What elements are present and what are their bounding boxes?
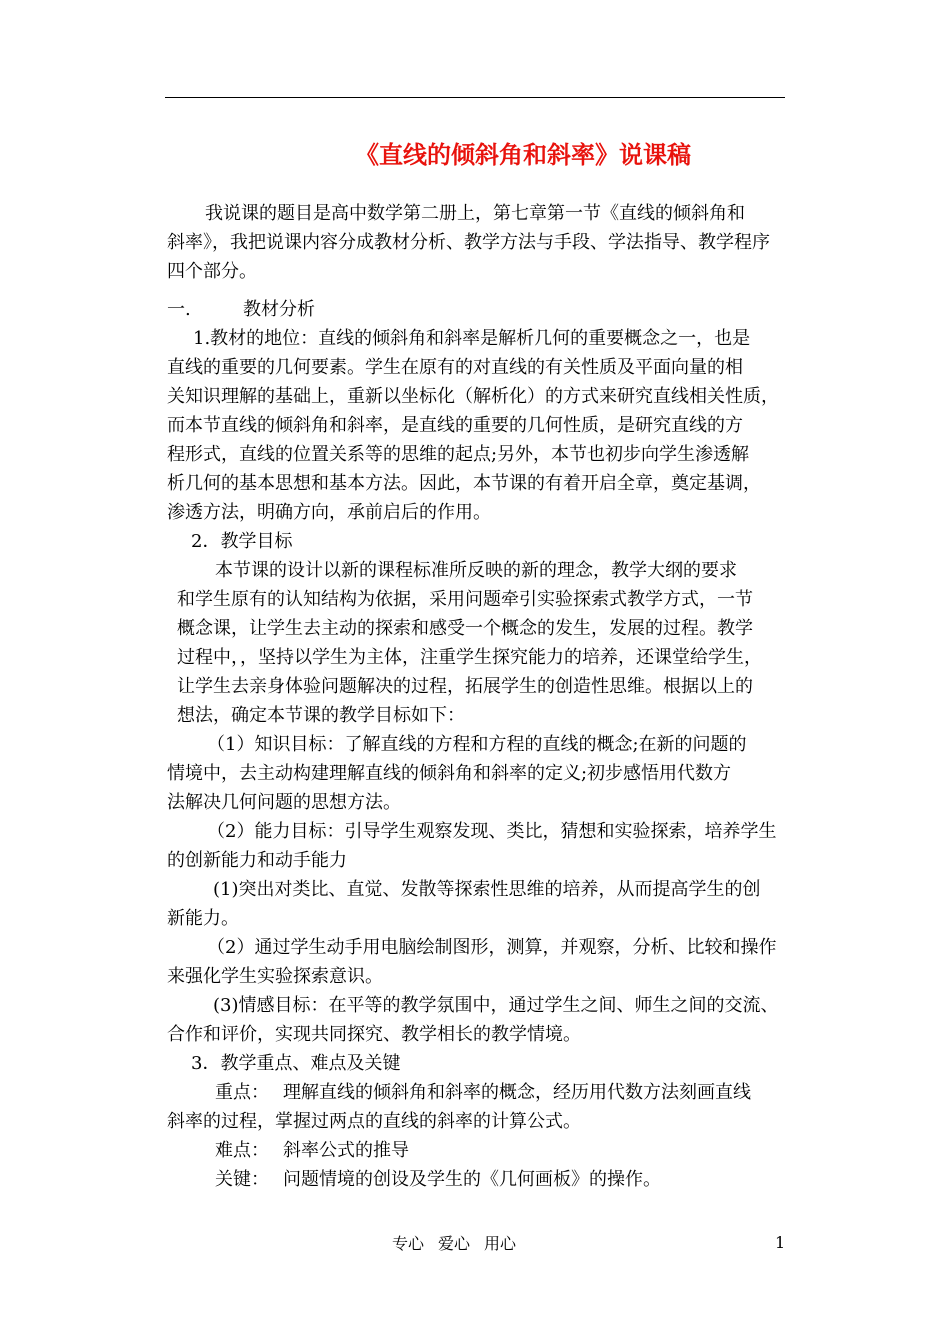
paragraph-line: 本节课的设计以新的课程标准所反映的新的理念，教学大纲的要求	[215, 560, 737, 581]
paragraph-line: (1)突出对类比、直觉、发散等探索性思维的培养，从而提高学生的创	[213, 879, 761, 900]
key-point-text: 斜率的过程，掌握过两点的直线的斜率的计算公式。	[167, 1111, 581, 1132]
footer-slogan	[392, 1231, 530, 1254]
subsection-heading: 3．教学重点、难点及关键	[191, 1053, 401, 1074]
paragraph-line: 1.教材的地位：直线的倾斜角和斜率是解析几何的重要概念之一，也是	[193, 328, 751, 349]
paragraph-line: 程形式，直线的位置关系等的思维的起点;另外，本节也初步向学生渗透解	[167, 444, 750, 465]
intro-line-3: 四个部分。	[167, 261, 257, 282]
paragraph-line: 来强化学生实验探索意识。	[167, 966, 383, 987]
paragraph-line: 关知识理解的基础上，重新以坐标化（解析化）的方式来研究直线相关性质，	[167, 386, 779, 407]
paragraph-line: 的创新能力和动手能力	[167, 850, 347, 871]
paragraph-line: 而本节直线的倾斜角和斜率，是直线的重要的几何性质，是研究直线的方	[167, 415, 743, 436]
paragraph-line: （2）能力目标：引导学生观察发现、类比，猜想和实验探索，培养学生	[207, 821, 777, 842]
paragraph-line: 和学生原有的认知结构为依据，采用问题牵引实验探索式教学方式，一节	[177, 589, 753, 610]
section-1-number: 一.	[167, 299, 191, 320]
footer-slogan-part: 专心	[392, 1234, 425, 1253]
footer-slogan-part: 爱心	[438, 1234, 471, 1253]
paragraph-line: 直线的重要的几何要素。学生在原有的对直线的有关性质及平面向量的相	[167, 357, 743, 378]
paragraph-line: 合作和评价，实现共同探究、教学相长的教学情境。	[167, 1024, 581, 1045]
paragraph-line: 情境中，去主动构建理解直线的倾斜角和斜率的定义;初步感悟用代数方	[167, 763, 732, 784]
key-point-text: 理解直线的倾斜角和斜率的概念，经历用代数方法刻画直线	[283, 1082, 751, 1103]
key-text: 问题情境的创设及学生的《几何画板》的操作。	[283, 1169, 661, 1190]
paragraph-line: 让学生去亲身体验问题解决的过程，拓展学生的创造性思维。根据以上的	[177, 676, 753, 697]
footer-slogan-part: 用心	[484, 1234, 517, 1253]
key-point-label: 重点：	[215, 1082, 269, 1103]
document-title: 《直线的倾斜角和斜率》说课稿	[355, 140, 691, 169]
page-number: 1	[775, 1233, 786, 1252]
header-rule	[165, 97, 785, 98]
intro-line-2: 斜率》，我把说课内容分成教材分析、教学方法与手段、学法指导、教学程序	[167, 232, 770, 253]
difficulty-text: 斜率公式的推导	[283, 1140, 409, 1161]
paragraph-line: （2）通过学生动手用电脑绘制图形，测算，并观察，分析、比较和操作	[207, 937, 777, 958]
subsection-heading: 2．教学目标	[191, 531, 293, 552]
paragraph-line: 渗透方法，明确方向，承前启后的作用。	[167, 502, 491, 523]
paragraph-line: （1）知识目标：了解直线的方程和方程的直线的概念;在新的问题的	[207, 734, 747, 755]
paragraph-line: 概念课，让学生去主动的探索和感受一个概念的发生，发展的过程。教学	[177, 618, 753, 639]
paragraph-line: 想法，确定本节课的教学目标如下：	[177, 705, 465, 726]
difficulty-label: 难点：	[215, 1140, 269, 1161]
paragraph-line: 析几何的基本思想和基本方法。因此，本节课的有着开启全章，奠定基调，	[167, 473, 761, 494]
key-label: 关键：	[215, 1169, 269, 1190]
paragraph-line: 过程中，，坚持以学生为主体，注重学生探究能力的培养，还课堂给学生，	[177, 647, 762, 668]
paragraph-line: 法解决几何问题的思想方法。	[167, 792, 401, 813]
section-1-heading: 教材分析	[243, 299, 315, 320]
paragraph-line: 新能力。	[167, 908, 239, 929]
intro-line-1: 我说课的题目是高中数学第二册上，第七章第一节《直线的倾斜角和	[205, 203, 745, 224]
paragraph-line: (3)情感目标：在平等的教学氛围中，通过学生之间、师生之间的交流、	[213, 995, 779, 1016]
